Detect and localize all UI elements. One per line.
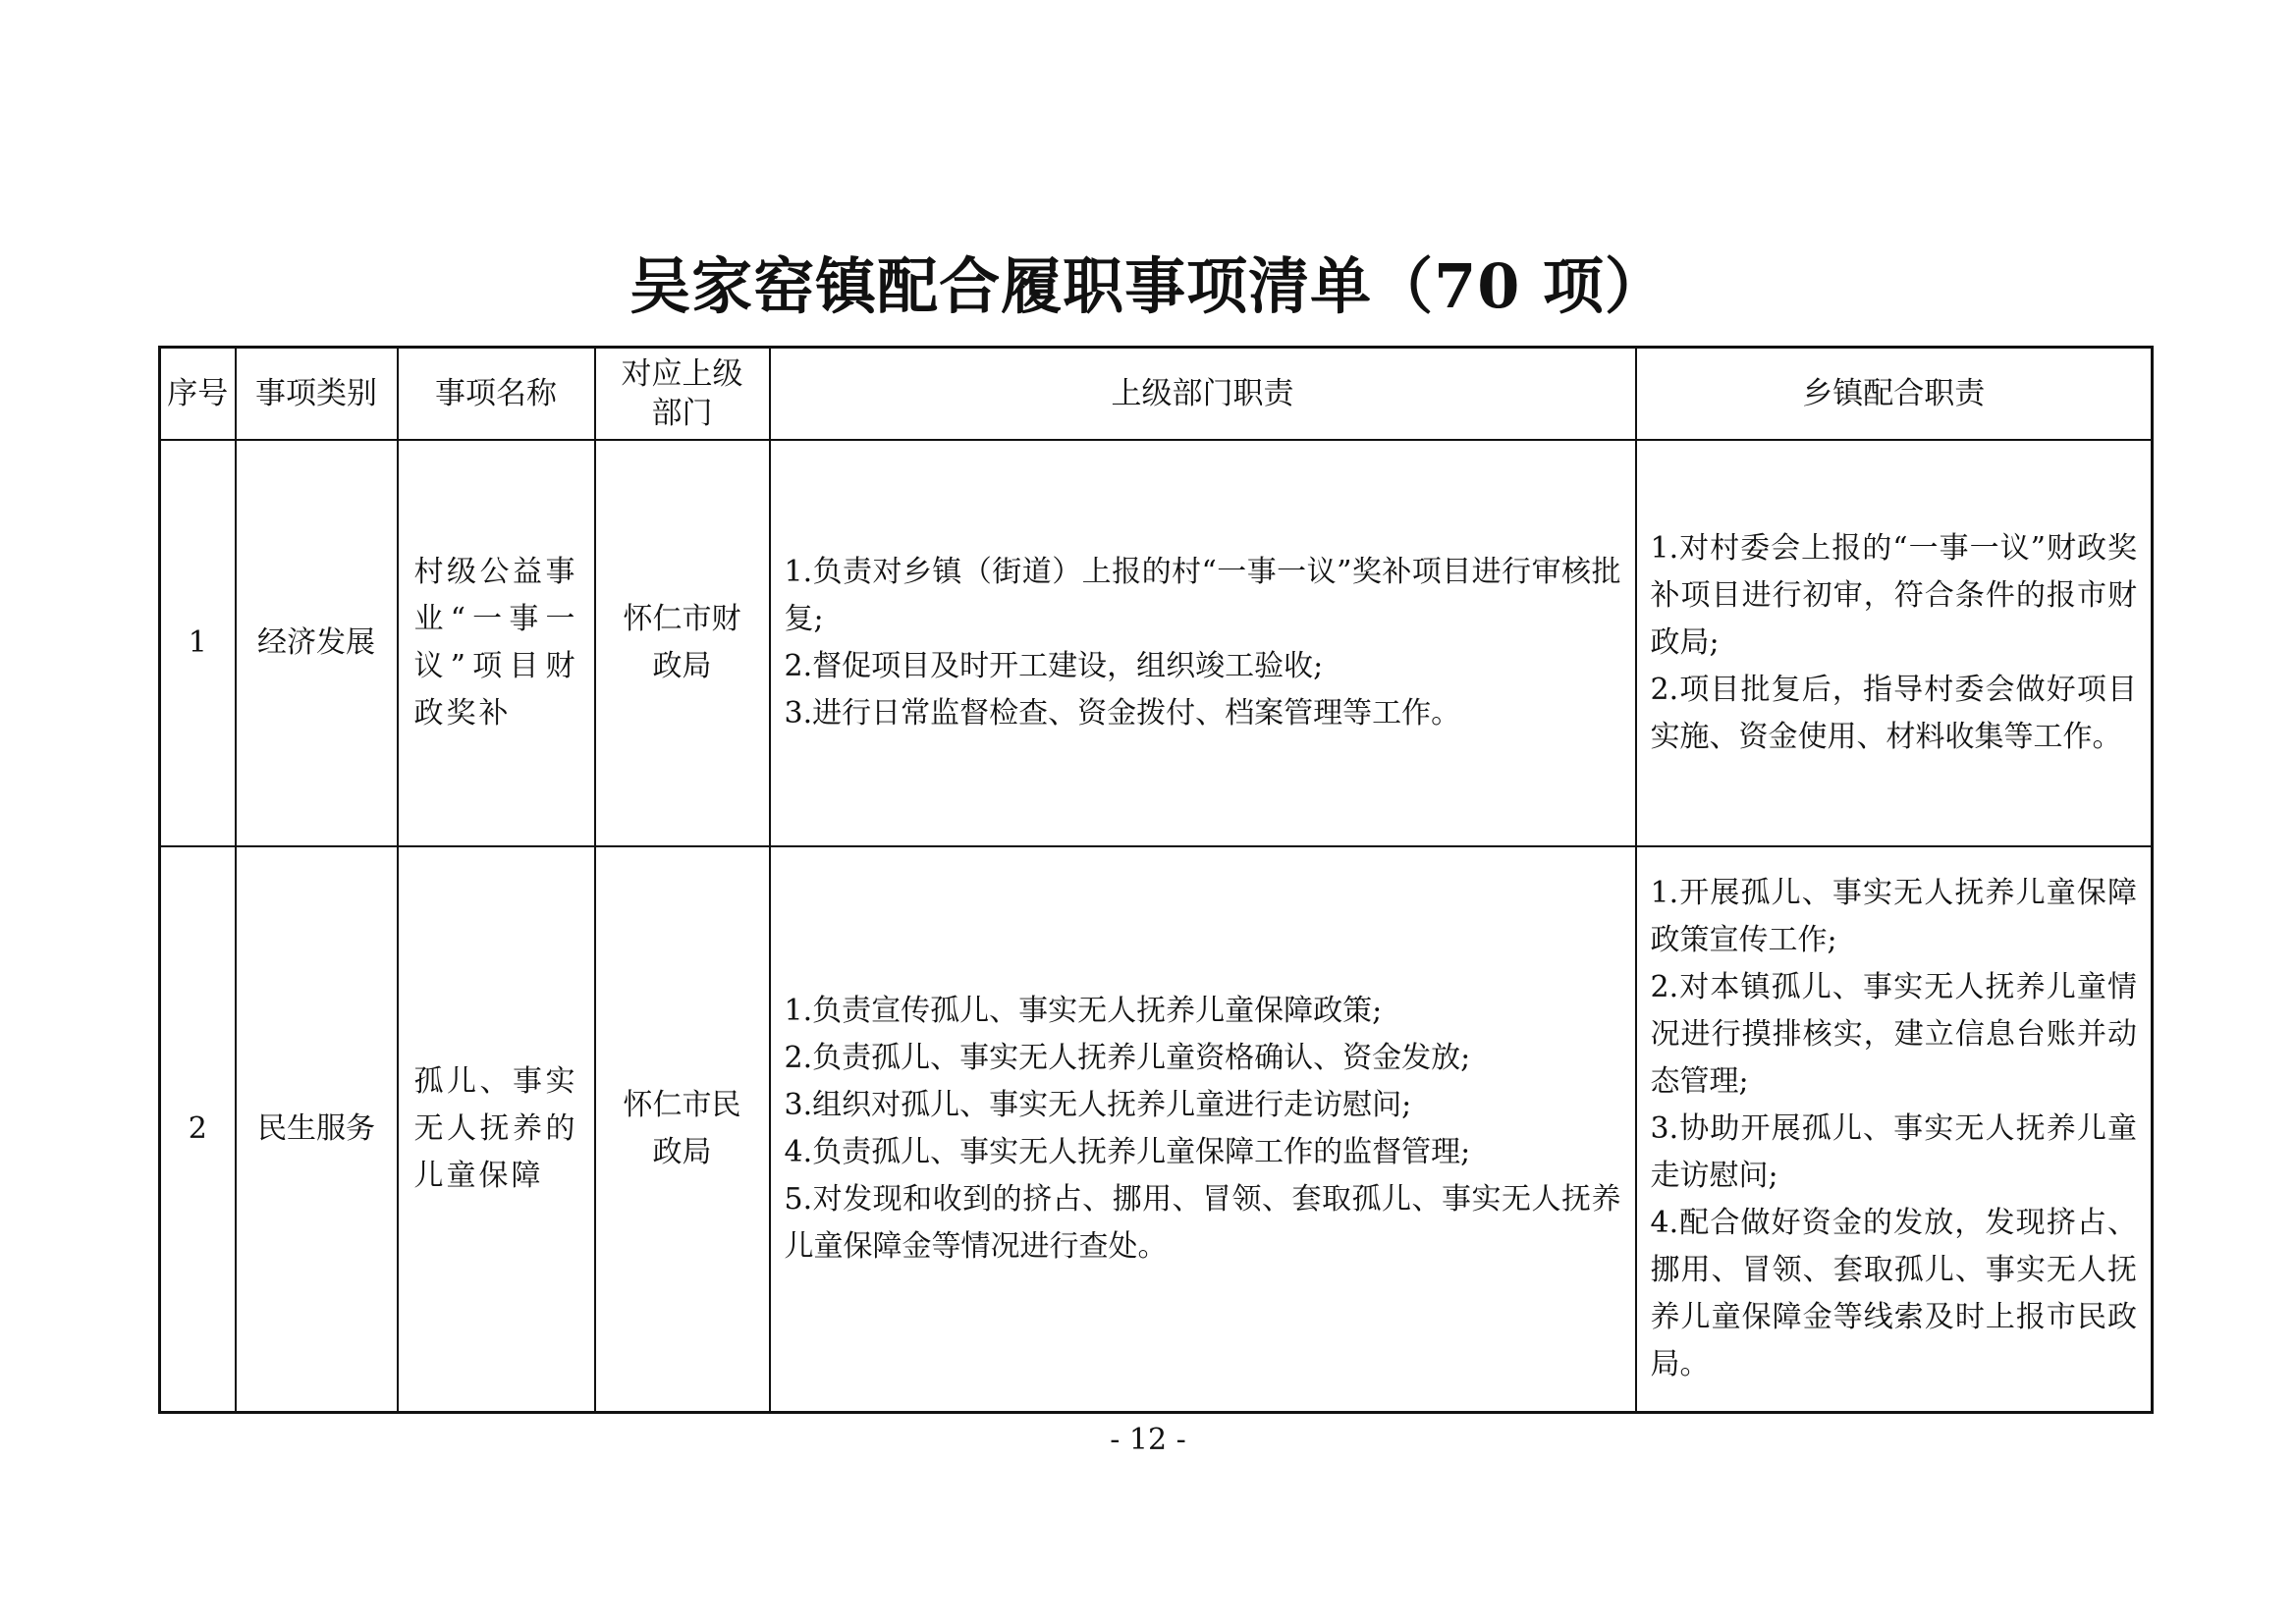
- row-town-duties: [1636, 440, 2153, 846]
- table-row: [160, 846, 2153, 1413]
- row-superior-duties: [770, 440, 1636, 846]
- duty-line: 3.组织对孤儿、事实无人抚养儿童进行走访慰问;: [784, 1088, 1412, 1122]
- row-category: 民生服务: [236, 846, 398, 1413]
- header-dept: 对应上级部门: [595, 348, 770, 441]
- header-town-duties: 乡镇配合职责: [1636, 348, 2153, 441]
- duty-line: 3.进行日常监督检查、资金拨付、档案管理等工作。: [784, 696, 1461, 730]
- duty-line: 1.负责宣传孤儿、事实无人抚养儿童保障政策;: [784, 994, 1383, 1028]
- duty-line: 2.督促项目及时开工建设，组织竣工验收;: [784, 649, 1324, 683]
- row-town-duties: [1636, 846, 2153, 1413]
- row-seq: 1: [160, 440, 236, 846]
- duty-line: 1.对村委会上报的“一事一议”财政奖补项目进行初审，符合条件的报市财政局;: [1650, 531, 2137, 660]
- duty-line: 3.协助开展孤儿、事实无人抚养儿童走访慰问;: [1650, 1111, 2137, 1193]
- duty-list-table: [158, 346, 2154, 1414]
- duty-line: 4.负责孤儿、事实无人抚养儿童保障工作的监督管理;: [784, 1135, 1471, 1169]
- page-number: - 12 -: [1110, 1423, 1186, 1457]
- row-item-name: 孤儿、事实无人抚养的儿童保障: [398, 846, 595, 1413]
- row-item-name: 村级公益事业“一事一议”项目财政奖补: [398, 440, 595, 846]
- row-superior-duties: [770, 846, 1636, 1413]
- duty-line: 1.开展孤儿、事实无人抚养儿童保障政策宣传工作;: [1650, 876, 2137, 957]
- row-category: 经济发展: [236, 440, 398, 846]
- header-superior-duties: 上级部门职责: [770, 348, 1636, 441]
- duty-line: 1.负责对乡镇（街道）上报的村“一事一议”奖补项目进行审核批复;: [784, 555, 1621, 636]
- row-dept: 怀仁市民政局: [595, 846, 770, 1413]
- row-dept: 怀仁市财政局: [595, 440, 770, 846]
- header-name: 事项名称: [398, 348, 595, 441]
- duty-line: 4.配合做好资金的发放，发现挤占、挪用、冒领、套取孤儿、事实无人抚养儿童保障金等线索及时上报市民政局。: [1650, 1206, 2137, 1381]
- page-title: 吴家窑镇配合履职事项清单（70 项）: [629, 250, 1667, 322]
- header-category: 事项类别: [236, 348, 398, 441]
- header-seq: 序号: [160, 348, 236, 441]
- duty-line: 2.项目批复后，指导村委会做好项目实施、资金使用、材料收集等工作。: [1650, 673, 2137, 754]
- row-seq: 2: [160, 846, 236, 1413]
- duty-line: 5.对发现和收到的挤占、挪用、冒领、套取孤儿、事实无人抚养儿童保障金等情况进行查处。: [784, 1182, 1621, 1264]
- duty-line: 2.对本镇孤儿、事实无人抚养儿童情况进行摸排核实，建立信息台账并动态管理;: [1650, 970, 2137, 1099]
- duty-line: 2.负责孤儿、事实无人抚养儿童资格确认、资金发放;: [784, 1041, 1471, 1075]
- table-header-row: [160, 348, 2153, 441]
- table-row: [160, 440, 2153, 846]
